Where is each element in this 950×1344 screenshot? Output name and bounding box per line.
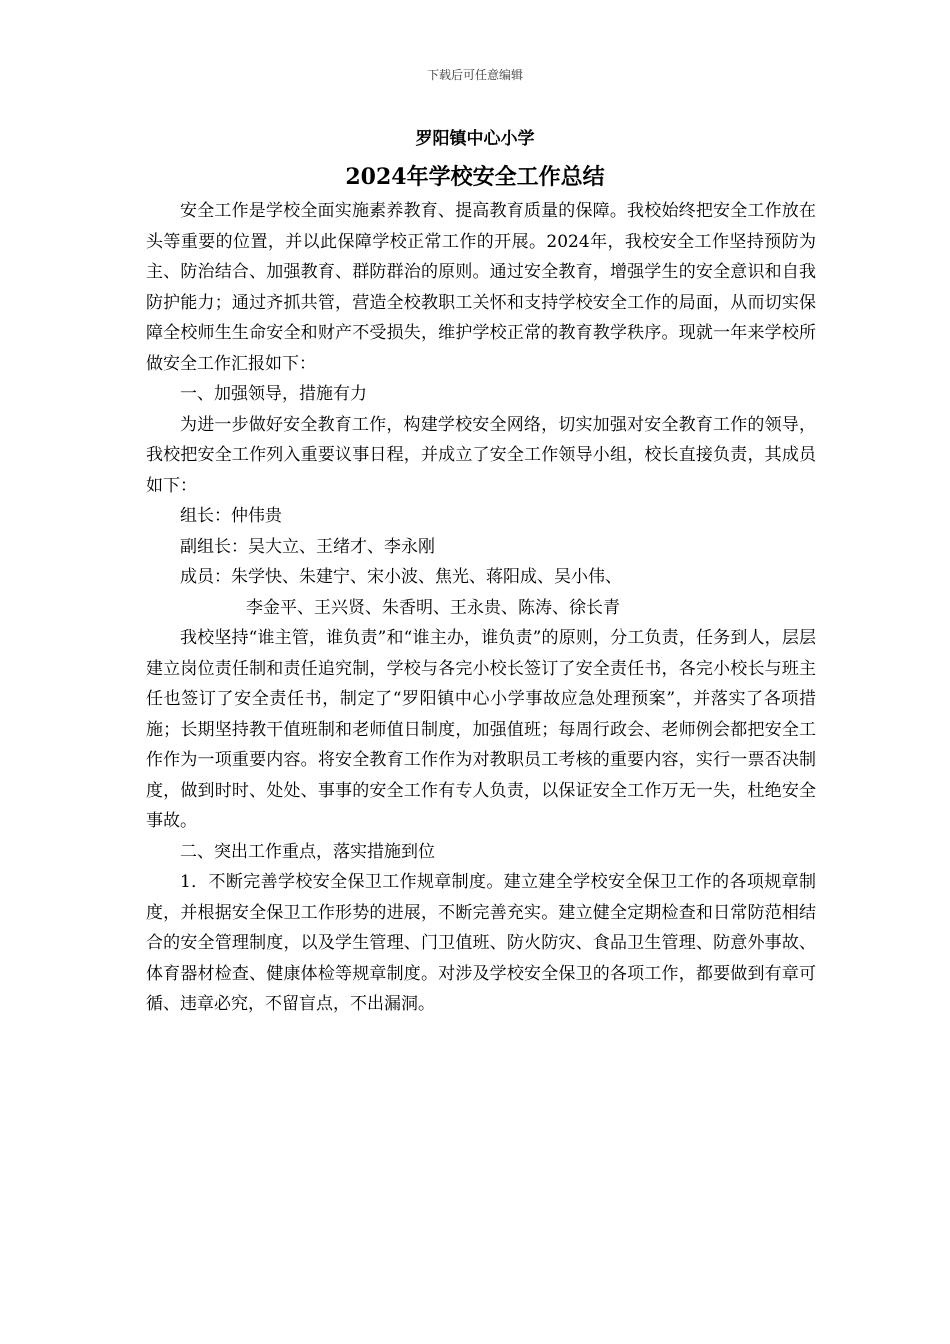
school-name: 罗阳镇中心小学 [415, 129, 535, 149]
document-title: 2024年学校安全工作总结 [345, 164, 605, 190]
page-header-note: 下载后可任意编辑 [426, 68, 523, 82]
paragraph-responsibility: 我校坚持“谁主管，谁负责”和“谁主办，谁负责”的原则，分工负责，任务到人，层层建立岗位责任制和责任追究制，学校与各完小校长签订了安全责任书，各完小校长与班主任也签订了安全责任书，制定了“罗阳镇中心小学事故应急处理预案”，并落实了各项措施；长期坚持教干值班制和老师值日制度，加强值班；每周行政会、老师例会都把安全工作作为一项重要内容。将安全教育工作作为对教职员工考核的重要内容，实行一票否决制度，做到时时、处处、事事的安全工作有专人负责，以保证安全工作万无一失，杜绝安全事故。 [146, 628, 816, 831]
team-deputy-leaders: 副组长：吴大立、王绪才、李永刚 [180, 536, 435, 557]
intro-paragraph: 安全工作是学校全面实施素养教育、提高教育质量的保障。我校始终把安全工作放在头等重要的位置，并以此保障学校正常工作的开展。2024年，我校安全工作坚持预防为主、防治结合、加强教育、群防群治的原则。通过安全教育，增强学生的安全意识和自我防护能力；通过齐抓共管，营造全校教职工关怀和支持学校安全工作的局面，从而切实保障全校师生生命安全和财产不受损失，维护学校正常的教育教学秩序。现就一年来学校所做安全工作汇报如下： [146, 201, 816, 374]
team-leader: 组长：仲伟贵 [180, 506, 282, 526]
team-members-line-1: 成员：朱学快、朱建宁、宋小波、焦光、蒋阳成、吴小伟、 [180, 567, 622, 587]
document-body [146, 196, 816, 1020]
section-heading-2: 二、突出工作重点，落实措施到位 [180, 841, 435, 862]
paragraph-leadership: 为进一步做好安全教育工作，构建学校安全网络，切实加强对安全教育工作的领导，我校把安全工作列入重要议事日程，并成立了安全工作领导小组，校长直接负责，其成员如下： [146, 414, 816, 496]
paragraph-rules: 1．不断完善学校安全保卫工作规章制度。建立建全学校安全保卫工作的各项规章制度，并根据安全保卫工作形势的进展，不断完善充实。建立健全定期检查和日常防范相结合的安全管理制度，以及学生管理、门卫值班、防火防灾、食品卫生管理、防意外事故、体育器材检查、健康体检等规章制度。对涉及学校安全保卫的各项工作，都要做到有章可循、违章必究，不留盲点，不出漏洞。 [146, 872, 816, 1014]
section-heading-1: 一、加强领导，措施有力 [180, 384, 367, 404]
team-members-line-2: 李金平、王兴贤、朱香明、王永贵、陈涛、徐长青 [246, 597, 620, 618]
